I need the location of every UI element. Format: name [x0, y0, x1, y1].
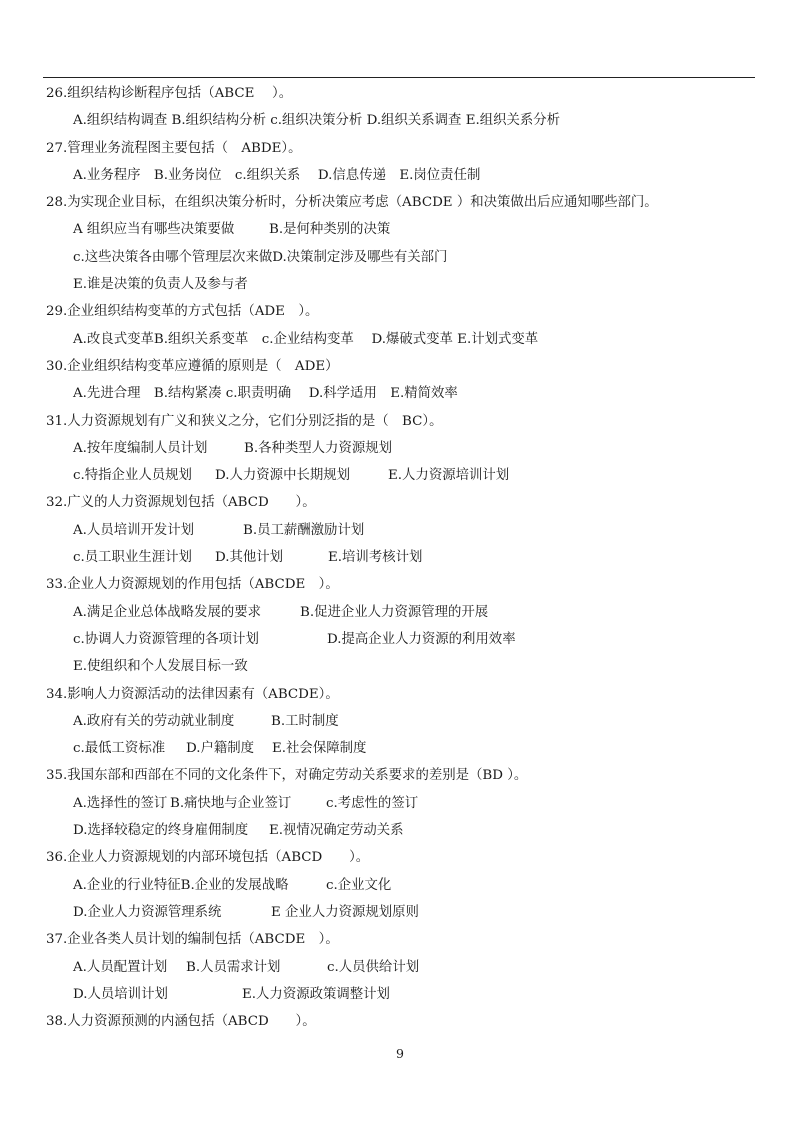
question-stem: 28.为实现企业目标，在组织决策分析时，分析决策应考虑（ABCDE ）和决策做出后应通知哪些部门。 [46, 195, 658, 211]
option-text: A.选择性的签订 [73, 795, 168, 811]
option-text: B.痛快地与企业签订 [170, 795, 292, 811]
option-text: c.企业文化 [326, 877, 392, 893]
option-text: E.使组织和个人发展目标一致 [73, 659, 248, 675]
option-text: A.人员培训开发计划 [73, 522, 195, 538]
question-stem: 31.人力资源规划有广义和狭义之分，它们分别泛指的是（ BC）。 [46, 413, 443, 429]
option-text: B.是何种类别的决策 [269, 222, 391, 238]
option-row [46, 326, 758, 353]
option-row [46, 899, 758, 926]
question-stem: 36.企业人力资源规划的内部环境包括（ABCD ）。 [46, 850, 370, 866]
option-text: A.企业的行业特征B.企业的发展战略 [73, 877, 289, 893]
option-text: E.培训考核计划 [328, 550, 423, 566]
option-row [46, 216, 758, 243]
option-row [46, 544, 758, 571]
question-stem: 37.企业各类人员计划的编制包括（ABCDE ）。 [46, 932, 339, 948]
option-text: D.人力资源中长期规划 [215, 468, 351, 484]
question-stem: 35.我国东部和西部在不同的文化条件下，对确定劳动关系要求的差别是（BD ）。 [46, 768, 528, 784]
option-row [46, 162, 758, 189]
option-text: A.满足企业总体战略发展的要求 [73, 604, 262, 620]
option-text: E.谁是决策的负责人及参与者 [73, 277, 248, 293]
question-stem: 32.广义的人力资源规划包括（ABCD ）。 [46, 495, 316, 511]
question-stem: 34.影响人力资源活动的法律因素有（ABCDE）。 [46, 686, 339, 702]
option-row [46, 107, 758, 134]
option-text: A.按年度编制人员计划 [73, 440, 208, 456]
question-stem: 26.组织结构诊断程序包括（ABCE ）。 [46, 86, 293, 101]
option-text: E.社会保障制度 [272, 741, 367, 757]
option-text: B.各种类型人力资源规划 [244, 440, 393, 456]
option-row [46, 626, 758, 653]
option-row [46, 435, 758, 462]
option-text: E.人力资源培训计划 [388, 468, 510, 484]
option-text: A.政府有关的劳动就业制度 [73, 713, 235, 729]
option-text: B.工时制度 [271, 713, 339, 729]
option-row [46, 244, 758, 271]
option-text: A.先进合理 B.结构紧凑 c.职责明确 D.科学适用 E.精简效率 [73, 386, 458, 402]
option-text: c.员工职业生涯计划 [73, 550, 192, 566]
option-text: A 组织应当有哪些决策要做 [73, 222, 235, 238]
option-text: B.员工薪酬激励计划 [243, 522, 365, 538]
option-text: D.提高企业人力资源的利用效率 [327, 631, 516, 647]
option-row [46, 462, 758, 489]
page-number: 9 [396, 1046, 404, 1061]
option-row [46, 599, 758, 626]
option-text: D.人员培训计划 [73, 986, 168, 1002]
option-text: D.户籍制度 [186, 741, 255, 757]
question-stem: 27.管理业务流程图主要包括（ ABDE）。 [46, 140, 302, 156]
option-text: A.改良式变革B.组织关系变革 c.企业结构变革 D.爆破式变革 E.计划式变革 [73, 331, 539, 347]
question-stem: 33.企业人力资源规划的作用包括（ABCDE ）。 [46, 577, 339, 593]
option-text: A.人员配置计划 [73, 959, 168, 975]
option-text: B.促进企业人力资源管理的开展 [300, 604, 489, 620]
option-row [46, 380, 758, 407]
option-text: c.特指企业人员规划 [73, 468, 192, 484]
option-row [46, 653, 758, 680]
option-row [46, 817, 758, 844]
option-row [46, 954, 758, 981]
option-text: E 企业人力资源规划原则 [271, 904, 419, 920]
option-text: D.其他计划 [215, 550, 284, 566]
question-list [46, 80, 758, 1035]
option-text: E.人力资源政策调整计划 [242, 986, 390, 1002]
question-stem: 30.企业组织结构变革应遵循的原则是（ ADE） [46, 358, 339, 374]
option-text: D.决策制定涉及哪些有关部门 [272, 249, 448, 265]
option-row [46, 735, 758, 762]
option-row [46, 271, 758, 298]
option-text: D.选择较稳定的终身雇佣制度 [73, 823, 249, 839]
option-row [46, 517, 758, 544]
option-row [46, 708, 758, 735]
option-text: B.人员需求计划 [186, 959, 281, 975]
option-text: c.考虑性的签订 [326, 795, 419, 811]
option-text: D.企业人力资源管理系统 [73, 904, 222, 920]
option-row [46, 790, 758, 817]
option-text: c.这些决策各由哪个管理层次来做 [73, 249, 273, 265]
option-row [46, 872, 758, 899]
question-stem: 29.企业组织结构变革的方式包括（ADE ）。 [46, 304, 319, 320]
header-rule [43, 77, 755, 78]
question-stem: 38.人力资源预测的内涵包括（ABCD ）。 [46, 1014, 316, 1030]
option-text: E.视情况确定劳动关系 [269, 823, 404, 839]
option-text: c.协调人力资源管理的各项计划 [73, 631, 259, 647]
option-text: A.业务程序 B.业务岗位 c.组织关系 D.信息传递 E.岗位责任制 [73, 167, 481, 183]
option-text: c.最低工资标准 [73, 741, 166, 757]
option-text: c.人员供给计划 [327, 959, 420, 975]
option-text: A.组织结构调查 B.组织结构分析 c.组织决策分析 D.组织关系调查 E.组织关系分析 [73, 113, 561, 129]
option-row [46, 981, 758, 1008]
